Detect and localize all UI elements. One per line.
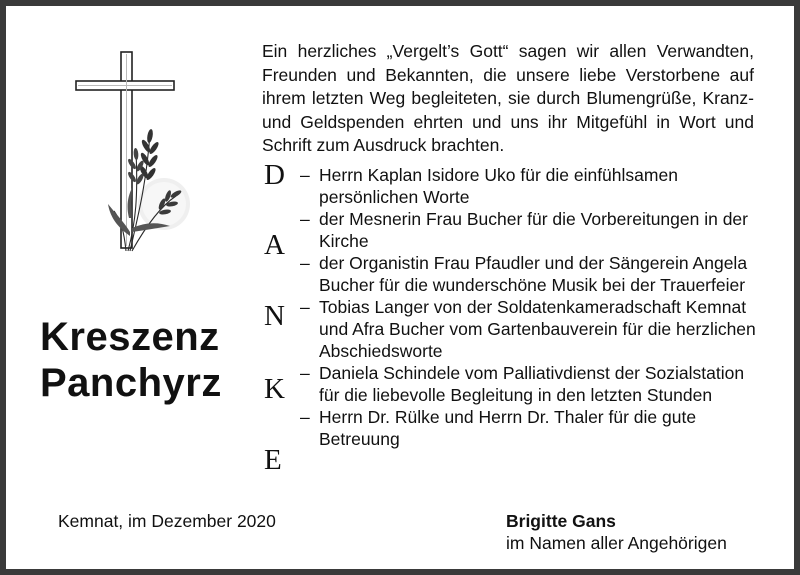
deceased-name <box>40 314 222 406</box>
thanks-item <box>300 406 760 450</box>
danke-letter: D <box>264 159 285 191</box>
dash: – <box>300 253 310 273</box>
dash: – <box>300 363 310 383</box>
dash: – <box>300 165 310 185</box>
signer-name: Brigitte Gans <box>506 511 616 531</box>
dash: – <box>300 209 310 229</box>
danke-letter: K <box>264 373 285 405</box>
place-date: Kemnat, im Dezember 2020 <box>58 511 276 531</box>
thanks-item <box>300 362 760 406</box>
thanks-item <box>300 164 760 208</box>
thanks-text: Herrn Kaplan Isidore Uko für die einfühlsamen persönlichen Worte <box>319 165 678 207</box>
thanks-item <box>300 252 760 296</box>
thanks-item <box>300 296 760 362</box>
dash: – <box>300 407 310 427</box>
deceased-first-name: Kreszenz <box>40 315 220 359</box>
danke-letter: A <box>264 229 285 261</box>
thanks-item <box>300 208 760 252</box>
signer-subtitle: im Namen aller Angehörigen <box>506 533 727 553</box>
thanks-text: Tobias Langer von der Soldatenkameradschaft Kemnat und Afra Bucher vom Gartenbauverein für die herzlichen Abschiedsworte <box>319 297 756 361</box>
thanks-text: Daniela Schindele vom Palliativdienst der Sozialstation für die liebevolle Begleitung in den letzten Stunden <box>319 363 745 405</box>
thanks-text: der Mesnerin Frau Bucher für die Vorbereitungen in der Kirche <box>319 209 748 251</box>
thanks-text: Herrn Dr. Rülke und Herrn Dr. Thaler für die gute Betreuung <box>319 407 697 449</box>
thanks-list <box>300 164 760 450</box>
cross-with-wheat-icon <box>66 46 196 256</box>
danke-letter: N <box>264 300 285 332</box>
intro-paragraph: Ein herzliches „Vergelt’s Gott“ sagen wir allen Verwandten, Freunden und Bekannten, die unsere liebe Verstorbene auf ihrem letzten Weg begleiteten, sie durch Blumengrüße, Kranz- und Geldspenden ehrten und uns ihr Mitgefühl in Wort und Schrift zum Ausdruck brachten. <box>262 41 754 155</box>
thanks-text: der Organistin Frau Pfaudler und der Sängerein Angela Bucher für die wunderschöne Musik bei der Trauerfeier <box>319 253 748 295</box>
dash: – <box>300 297 310 317</box>
danke-letter: E <box>264 444 282 476</box>
signature-block <box>506 510 727 554</box>
deceased-last-name: Panchyrz <box>40 361 222 405</box>
